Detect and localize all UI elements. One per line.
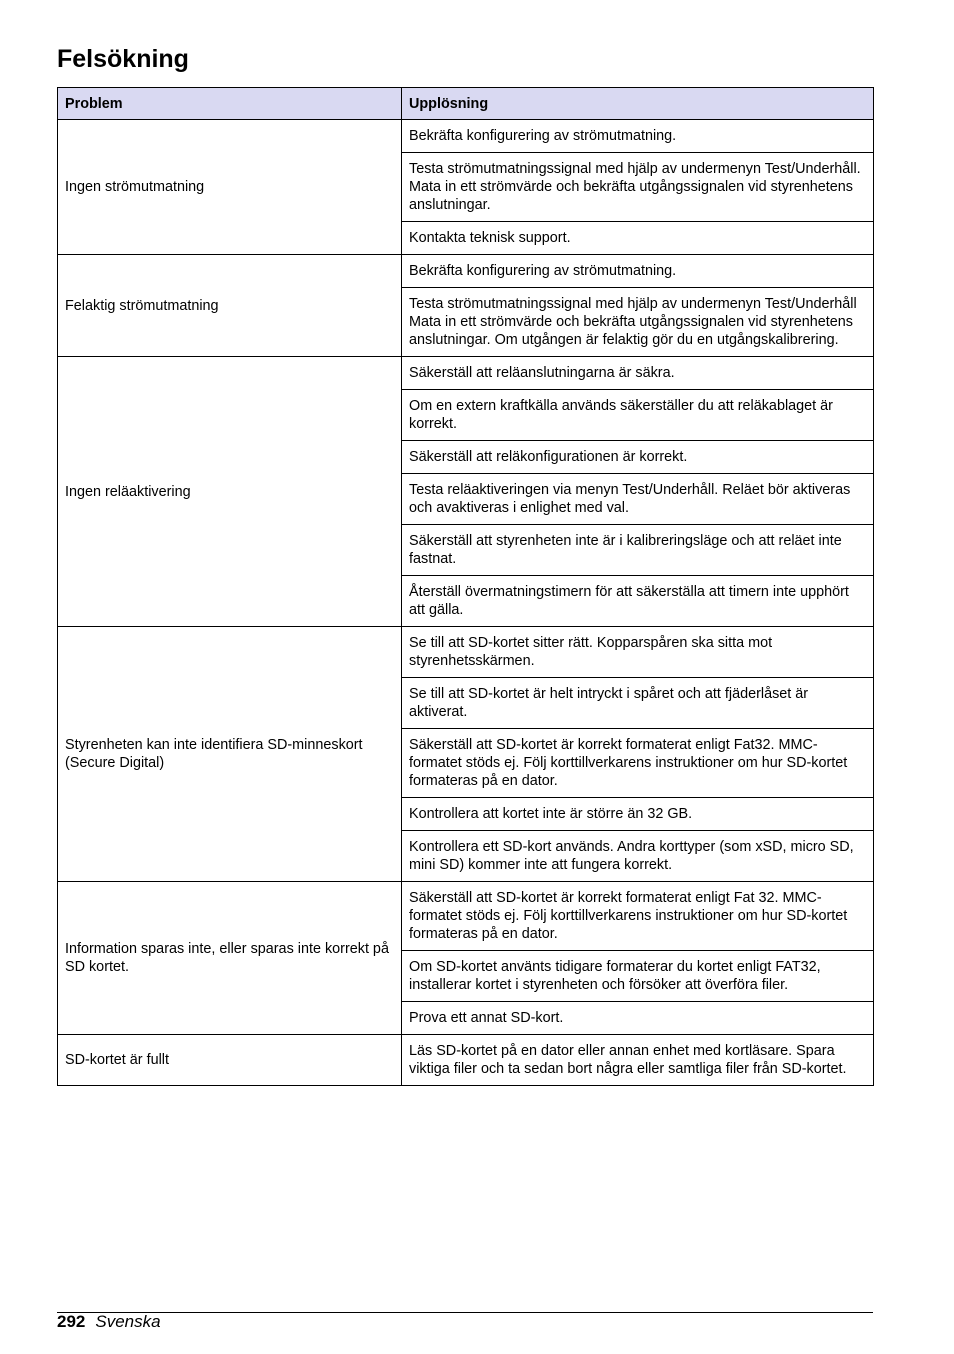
solution-cell: Om SD-kortet använts tidigare formaterar du kortet enligt FAT32, installerar kortet i styrenheten och försöker att överföra filer. <box>402 951 874 1002</box>
table-row <box>58 120 874 153</box>
solution-cell: Bekräfta konfigurering av strömutmatning. <box>402 120 874 153</box>
table-row <box>58 882 874 951</box>
page-footer <box>57 1312 161 1332</box>
solution-cell: Bekräfta konfigurering av strömutmatning. <box>402 255 874 288</box>
solution-cell: Se till att SD-kortet sitter rätt. Kopparspåren ska sitta mot styrenhetsskärmen. <box>402 627 874 678</box>
solution-cell: Kontrollera ett SD-kort används. Andra korttyper (som xSD, micro SD, mini SD) kommer inte att fungera korrekt. <box>402 831 874 882</box>
problem-cell: Ingen strömutmatning <box>58 120 402 255</box>
column-header-solution: Upplösning <box>402 88 874 120</box>
footer-language: Svenska <box>95 1312 161 1331</box>
solution-cell: Om en extern kraftkälla används säkerställer du att reläkablaget är korrekt. <box>402 390 874 441</box>
column-header-problem: Problem <box>58 88 402 120</box>
troubleshooting-table <box>57 87 874 1086</box>
solution-cell: Läs SD-kortet på en dator eller annan enhet med kortläsare. Spara viktiga filer och ta sedan bort några eller samtliga filer från SD-kortet. <box>402 1035 874 1086</box>
problem-cell: Ingen reläaktivering <box>58 357 402 627</box>
solution-cell: Säkerställ att reläanslutningarna är säkra. <box>402 357 874 390</box>
table-row <box>58 627 874 678</box>
solution-cell: Säkerställ att SD-kortet är korrekt formaterat enligt Fat 32. MMC-formatet stöds ej. Följ korttillverkarens instruktioner om hur SD-kortet formateras på en dator. <box>402 882 874 951</box>
page-number: 292 <box>57 1312 86 1331</box>
solution-cell: Säkerställ att SD-kortet är korrekt formaterat enligt Fat32. MMC-formatet stöds ej. Följ korttillverkarens instruktioner om hur SD-kortet formateras på en dator. <box>402 729 874 798</box>
table-row <box>58 1035 874 1086</box>
solution-cell: Säkerställ att reläkonfigurationen är korrekt. <box>402 441 874 474</box>
solution-cell: Testa strömutmatningssignal med hjälp av undermenyn Test/Underhåll Mata in ett strömvärde och bekräfta utgångssignalen vid styrenhetens anslutningar. Om utgången är felaktig gör du en utgångskalibrering. <box>402 288 874 357</box>
page-title: Felsökning <box>57 45 189 73</box>
problem-cell: SD-kortet är fullt <box>58 1035 402 1086</box>
problem-cell: Information sparas inte, eller sparas inte korrekt på SD kortet. <box>58 882 402 1035</box>
table-header-row <box>58 88 874 120</box>
footer-divider <box>57 1312 873 1313</box>
solution-cell: Se till att SD-kortet är helt intryckt i spåret och att fjäderlåset är aktiverat. <box>402 678 874 729</box>
solution-cell: Testa reläaktiveringen via menyn Test/Underhåll. Reläet bör aktiveras och avaktiveras i enlighet med val. <box>402 474 874 525</box>
solution-cell: Kontakta teknisk support. <box>402 222 874 255</box>
table-row <box>58 255 874 288</box>
problem-cell: Felaktig strömutmatning <box>58 255 402 357</box>
solution-cell: Testa strömutmatningssignal med hjälp av undermenyn Test/Underhåll. Mata in ett strömvärde och bekräfta utgångssignalen vid styrenhetens anslutningar. <box>402 153 874 222</box>
solution-cell: Kontrollera att kortet inte är större än 32 GB. <box>402 798 874 831</box>
table-row <box>58 357 874 390</box>
solution-cell: Säkerställ att styrenheten inte är i kalibreringsläge och att reläet inte fastnat. <box>402 525 874 576</box>
solution-cell: Prova ett annat SD-kort. <box>402 1002 874 1035</box>
solution-cell: Återställ övermatningstimern för att säkerställa att timern inte upphört att gälla. <box>402 576 874 627</box>
problem-cell: Styrenheten kan inte identifiera SD-minneskort (Secure Digital) <box>58 627 402 882</box>
